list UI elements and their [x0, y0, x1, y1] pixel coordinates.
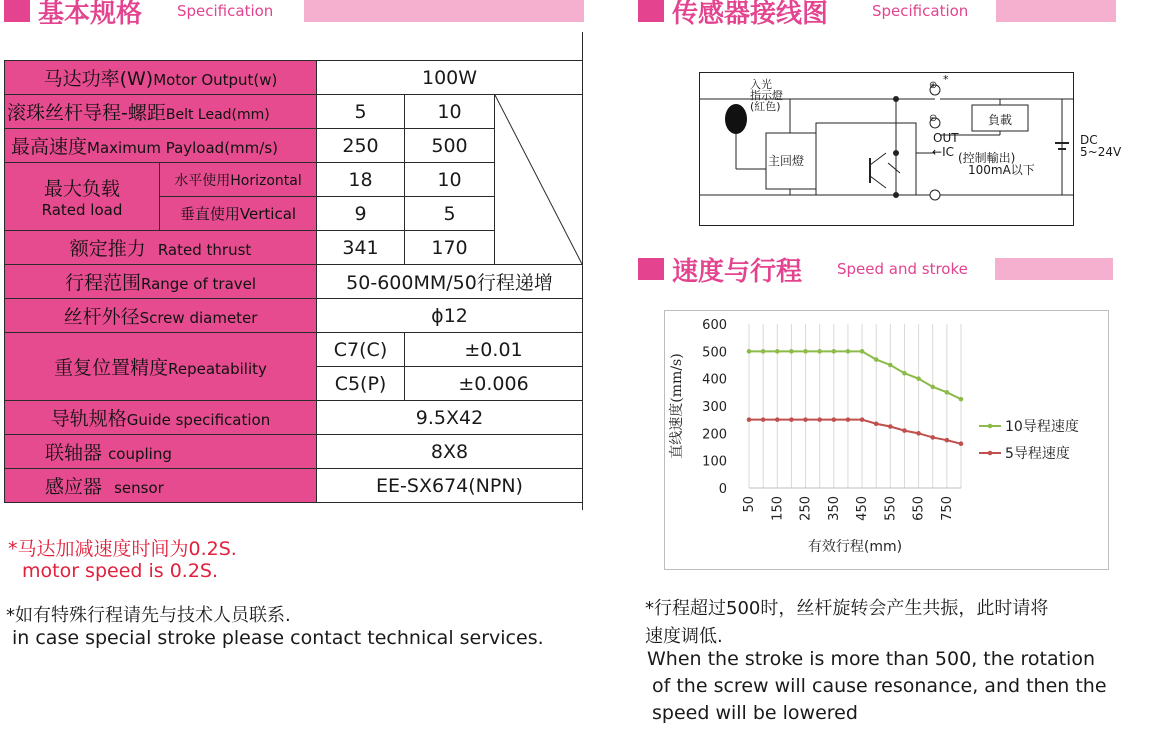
legend-marker [988, 451, 993, 456]
table-row-motor [5, 61, 583, 95]
diagonal-line [495, 95, 583, 265]
label-en: Belt Lead(mm) [165, 107, 270, 123]
row-label [5, 95, 317, 129]
label-en: Motor Output(w) [153, 71, 278, 89]
out-label: OUT [933, 131, 959, 145]
table-cell: 250 [317, 129, 405, 163]
data-point [959, 441, 964, 446]
data-point [789, 349, 794, 354]
load-label: 負載 [988, 113, 1013, 127]
x-axis-label: 有效行程(mm) [807, 539, 903, 555]
data-point [930, 435, 935, 440]
node-bottom [893, 192, 899, 198]
legend-label: 10导程速度 [1005, 419, 1079, 435]
data-point [860, 349, 865, 354]
row-label [5, 231, 317, 265]
data-point [902, 371, 907, 376]
text: IC [942, 145, 954, 159]
table-cell: 5 [405, 197, 495, 231]
data-point [803, 349, 808, 354]
legend-label: 5导程速度 [1005, 446, 1070, 462]
table-row-sensor [5, 469, 583, 503]
data-point [888, 424, 893, 429]
data-point [832, 349, 837, 354]
label-cn: 重复位置精度 [54, 357, 169, 379]
label-en: sensor [114, 479, 164, 497]
label-en: Guide specification [126, 411, 271, 429]
data-point [860, 417, 865, 422]
table-cell: 8X8 [317, 435, 583, 469]
table-cell: ±0.006 [405, 367, 583, 401]
data-point [747, 417, 752, 422]
label-cn: 联轴器 [45, 442, 103, 464]
row-label [5, 265, 317, 299]
dc-label: DC [1080, 133, 1098, 147]
table-cell: 10 [405, 163, 495, 197]
section-header-speed [638, 257, 1113, 287]
label-cn: 额定推力 [69, 238, 146, 260]
text: (紅色) [750, 100, 781, 113]
header-bar [995, 258, 1113, 280]
header-marker [638, 258, 664, 280]
sub-label: 垂直使用Vertical [160, 197, 317, 231]
y-tick-label: 100 [702, 454, 727, 470]
series-line [749, 420, 961, 444]
note-en: in case special stroke please contact technical services. [12, 627, 544, 649]
note-red-cn: *马达加减速度时间为0.2S. [8, 538, 237, 560]
y-tick-label: 300 [702, 400, 727, 415]
wiring-diagram [699, 72, 1122, 226]
label-cn: 最大负载 [43, 178, 120, 200]
legend-marker [988, 424, 993, 429]
data-point [874, 357, 879, 362]
table-cell: 9 [317, 197, 405, 231]
header-marker [638, 0, 664, 22]
table-cell: 9.5X42 [317, 401, 583, 435]
section-subtitle: Specification [872, 2, 969, 20]
row-label [5, 129, 317, 163]
note-right-en3: speed will be lowered [652, 702, 858, 724]
transistor-e [870, 176, 886, 188]
diagonal-cell [495, 95, 583, 265]
current-label: 100mA以下 [968, 163, 1035, 177]
table-cell: 170 [405, 231, 495, 265]
data-point [888, 363, 893, 368]
section-subtitle: Specification [177, 2, 274, 20]
table-cell: EE-SX674(NPN) [317, 469, 583, 503]
indicator-lamp [725, 104, 747, 134]
spec-table [4, 60, 583, 503]
text: 入光 [750, 78, 772, 91]
main-circuit-label: 主回燈 [768, 154, 805, 168]
table-cell: 10 [405, 95, 495, 129]
label-en: coupling [108, 445, 172, 463]
table-cell: C5(P) [317, 367, 405, 401]
table-cell: 500 [405, 129, 495, 163]
y-tick-label: 500 [702, 345, 727, 361]
table-cell: 5 [317, 95, 405, 129]
control-label: (控制輸出) [958, 151, 1016, 165]
node-top [893, 96, 899, 102]
data-point [803, 417, 808, 422]
row-label [5, 61, 317, 95]
label-en: Screw diameter [139, 309, 258, 327]
row-label [5, 401, 317, 435]
data-point [916, 376, 921, 381]
row-label [5, 163, 160, 231]
note-cn: *如有特殊行程请先与技术人员联系. [6, 605, 291, 626]
y-tick-label: 200 [702, 427, 727, 443]
table-cell: ϕ12 [317, 299, 583, 333]
row-label [5, 469, 317, 503]
table-cell: 341 [317, 231, 405, 265]
table-row-travel [5, 265, 583, 299]
y-axis-label: 直线速度(mm/s) [669, 353, 685, 459]
label-en: Repeatability [168, 360, 267, 378]
indicator-label [750, 79, 783, 112]
data-point [846, 349, 851, 354]
ic-label: ←IC [932, 145, 954, 159]
table-cell: C7(C) [317, 333, 405, 367]
label-cn: 马达功率(W) [43, 68, 154, 90]
table-row-lead [5, 95, 583, 129]
node-mid [893, 150, 899, 156]
x-tick-label: 750 [939, 496, 955, 521]
data-point [789, 417, 794, 422]
zener [888, 163, 900, 173]
y-tick-label: 600 [702, 318, 727, 333]
table-cell: 100W [317, 61, 583, 95]
label-cn: 感应器 [45, 476, 103, 498]
data-point [817, 349, 822, 354]
table-cell: 18 [317, 163, 405, 197]
plus-label: ⊕ [929, 80, 938, 91]
data-point [959, 397, 964, 402]
data-point [775, 349, 780, 354]
data-point [916, 431, 921, 436]
sub-label: 水平使用Horizontal [160, 163, 317, 197]
label-en: Rated load [41, 201, 123, 219]
data-point [846, 417, 851, 422]
minus-label: ⊖ [929, 113, 938, 124]
x-tick-label: 50 [742, 496, 757, 513]
note-right-en2: of the screw will cause resonance, and then the [652, 675, 1107, 697]
x-tick-label: 150 [770, 496, 786, 521]
sensor-box [816, 123, 916, 195]
table-row-screw [5, 299, 583, 333]
voltage-label: 5~24V [1080, 145, 1122, 159]
label-cn: 最高速度 [11, 136, 88, 158]
star-label: * [943, 73, 949, 86]
data-point [902, 428, 907, 433]
data-point [945, 390, 950, 395]
section-title: 速度与行程 [672, 257, 803, 287]
section-title: 基本规格 [38, 0, 143, 29]
data-point [874, 421, 879, 426]
data-point [775, 417, 780, 422]
table-row-guide [5, 401, 583, 435]
label-cn: 滚珠丝杆导程-螺距 [7, 102, 166, 124]
data-point [832, 417, 837, 422]
data-point [945, 438, 950, 443]
x-tick-label: 250 [798, 496, 814, 521]
x-tick-label: 350 [826, 496, 842, 521]
label-en: Range of travel [140, 275, 257, 293]
note-right-cn1: *行程超过500时，丝杆旋转会产生共振，此时请将 [645, 598, 1049, 619]
data-point [930, 385, 935, 390]
label-en: Maximum Payload(mm/s) [87, 139, 278, 157]
row-label [5, 333, 317, 401]
header-bar [304, 0, 584, 22]
table-row-coupling [5, 435, 583, 469]
label-cn: 丝杆外径 [63, 306, 140, 328]
note-red-en: motor speed is 0.2S. [22, 560, 219, 582]
note-right-en1: When the stroke is more than 500, the rotation [647, 648, 1096, 670]
row-label [5, 299, 317, 333]
data-point [747, 349, 752, 354]
terminal-minus [930, 190, 940, 200]
series-line [749, 351, 961, 399]
label-en: Rated thrust [157, 241, 252, 259]
x-tick-label: 450 [855, 496, 871, 521]
data-point [761, 349, 766, 354]
section-subtitle: Speed and stroke [837, 260, 968, 278]
section-header-wiring [638, 0, 1116, 29]
data-point [761, 417, 766, 422]
label-cn: 导轨规格 [50, 408, 127, 430]
speed-stroke-chart [664, 310, 1109, 570]
section-title: 传感器接线图 [672, 0, 829, 29]
table-cell: 50-600MM/50行程递增 [317, 265, 583, 299]
table-row-repeat-1 [5, 333, 583, 367]
note-right-cn2: 速度调低. [645, 626, 723, 647]
text: 指示燈 [750, 89, 783, 102]
chart-svg [665, 311, 1108, 569]
header-marker [4, 0, 30, 22]
header-bar [996, 0, 1116, 22]
transistor-c [870, 153, 886, 165]
y-tick-label: 0 [718, 482, 727, 497]
label-cn: 行程范围 [64, 272, 141, 294]
table-cell: ±0.01 [405, 333, 583, 367]
section-header-spec [4, 0, 584, 29]
data-point [817, 417, 822, 422]
x-tick-label: 650 [911, 496, 927, 521]
row-label [5, 435, 317, 469]
x-tick-label: 550 [883, 496, 899, 521]
y-tick-label: 400 [702, 372, 727, 388]
